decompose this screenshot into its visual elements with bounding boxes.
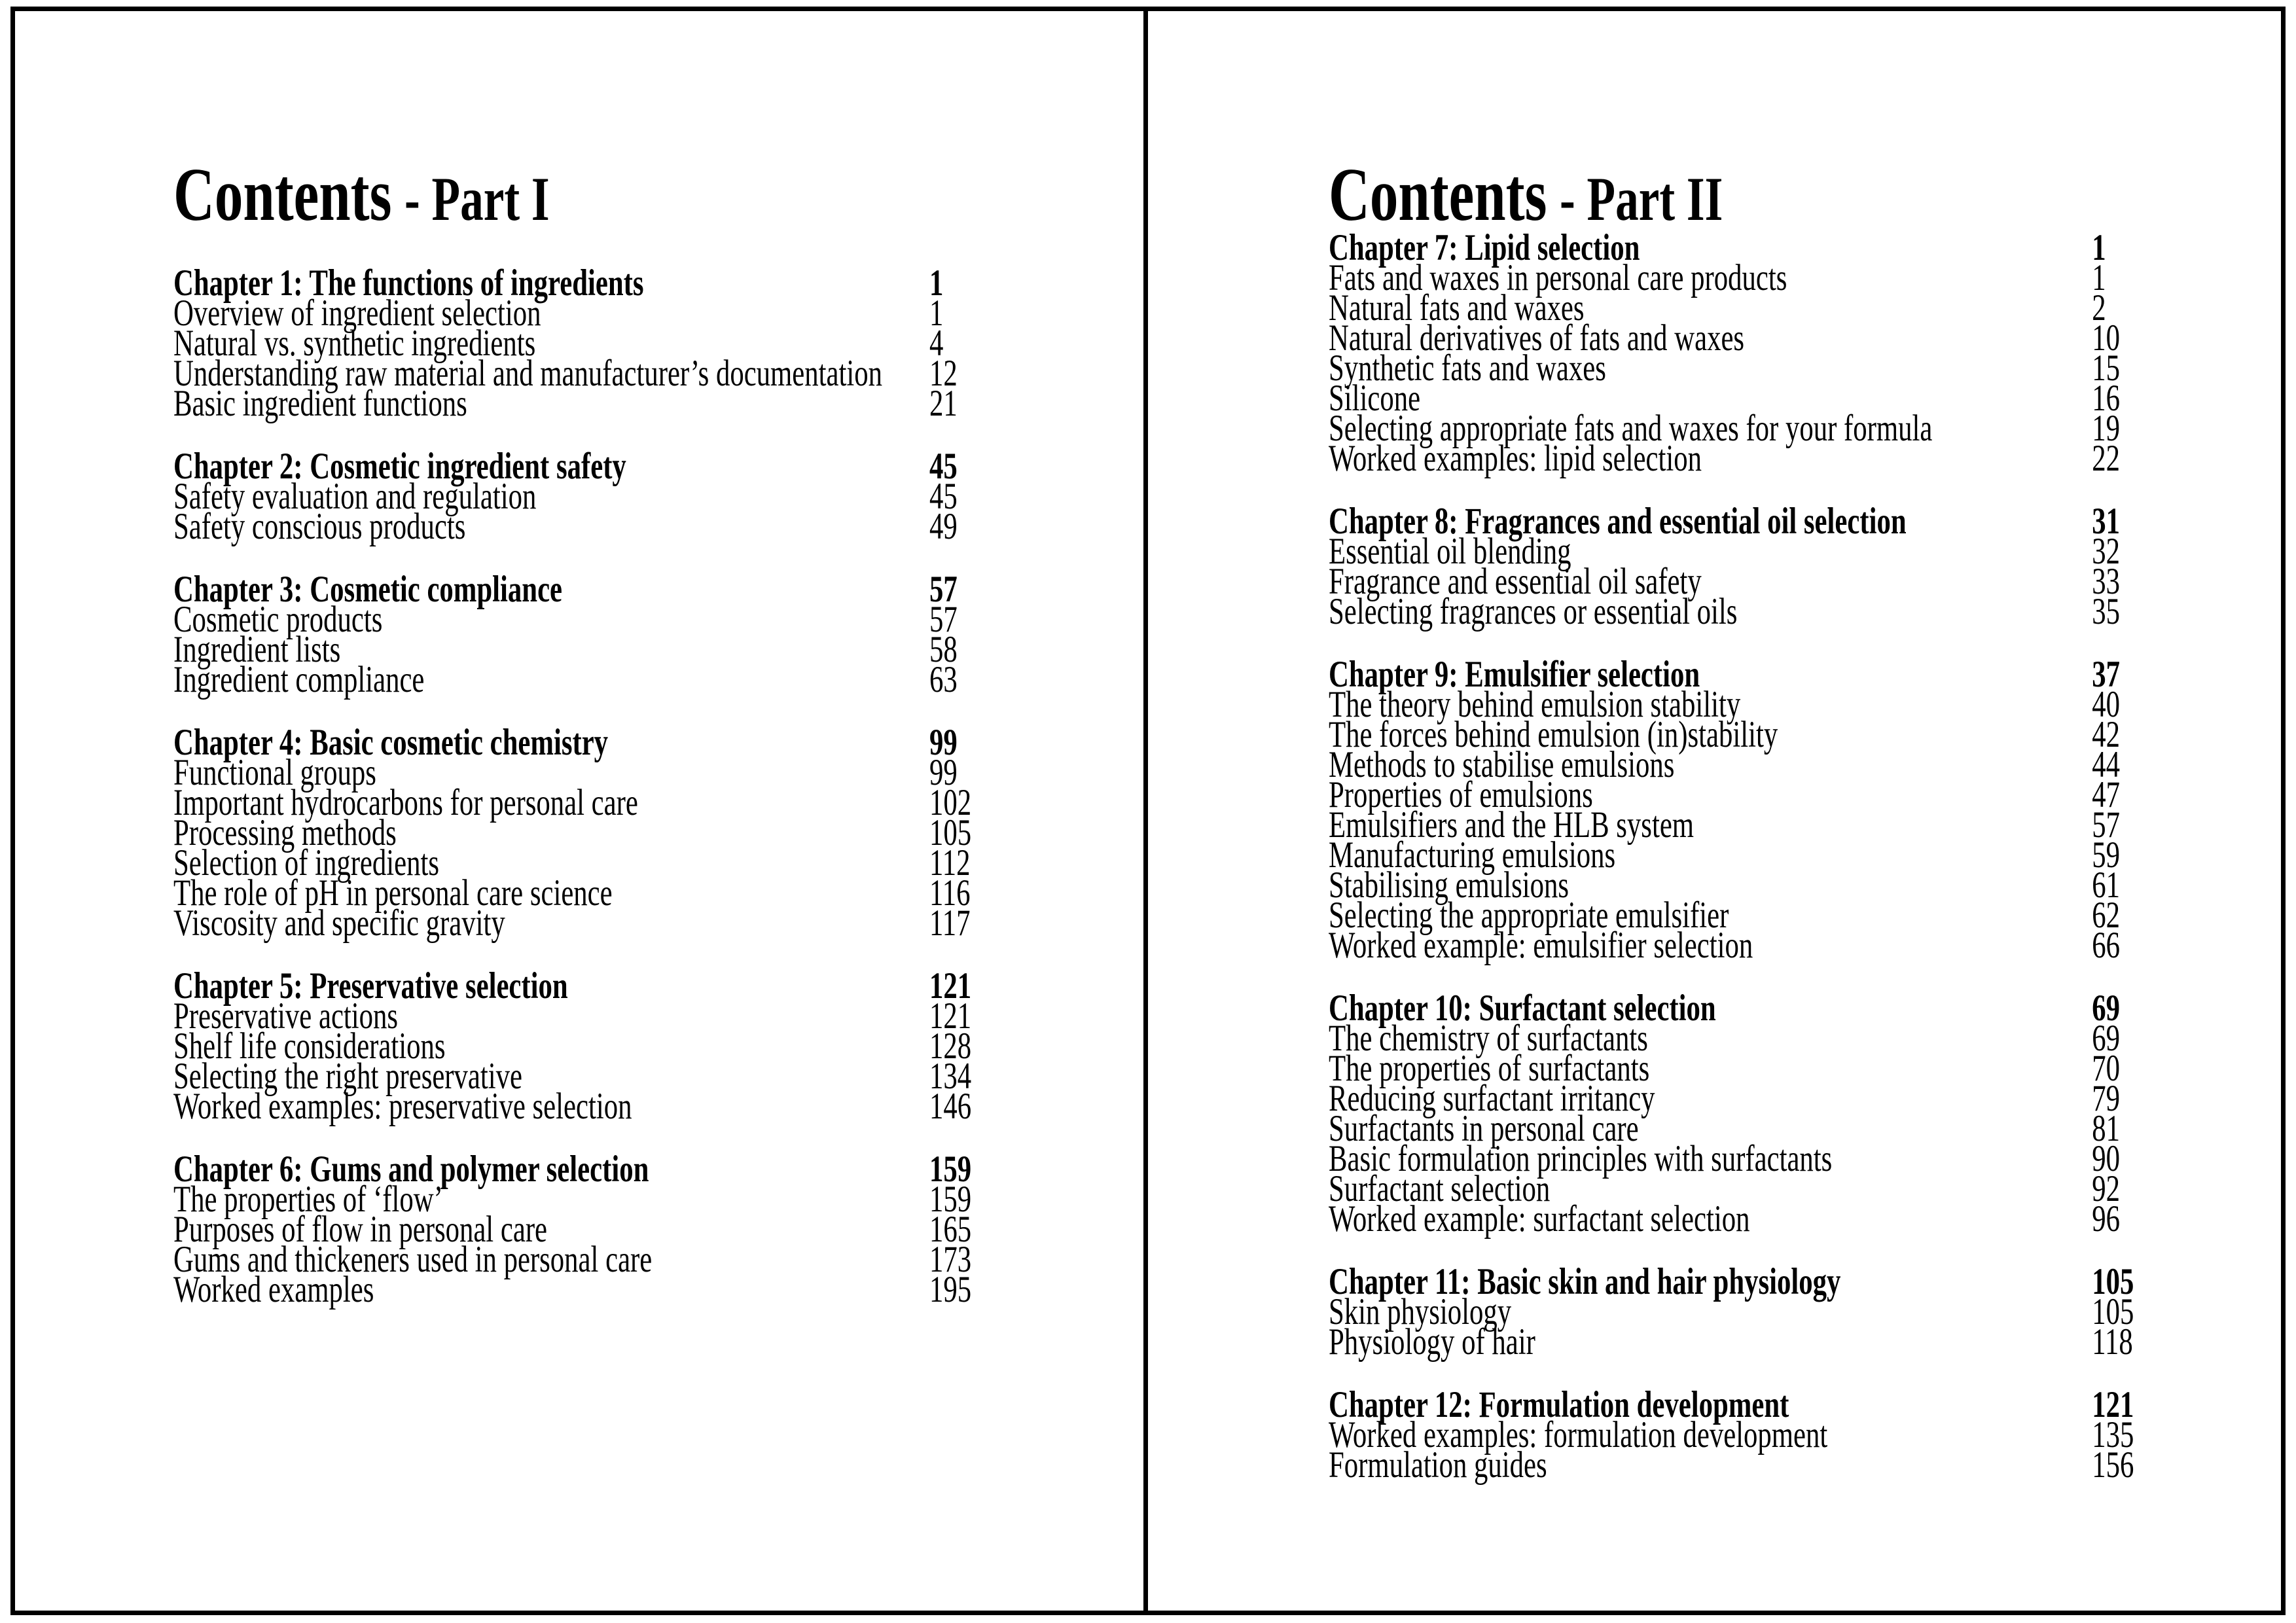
chapter-title: Chapter 4: Basic cosmetic chemistry — [173, 722, 609, 763]
entry-label: Worked examples: preservative selection — [173, 1086, 632, 1127]
page-number: 1 — [929, 262, 944, 304]
entry-label: Silicone — [1329, 378, 1421, 419]
entry-label: The role of pH in personal care science — [173, 872, 613, 914]
page-number: 112 — [929, 842, 971, 883]
page-number: 16 — [2092, 378, 2120, 419]
chapter-block — [173, 262, 998, 424]
page-number: 121 — [2092, 1384, 2134, 1425]
chapter-title: Chapter 9: Emulsifier selection — [1329, 654, 1700, 695]
chapter-title: Chapter 6: Gums and polymer selection — [173, 1149, 649, 1190]
page-number: 31 — [2092, 501, 2120, 542]
entry-label: The theory behind emulsion stability — [1329, 684, 1741, 725]
entry-label: Worked examples: formulation development — [1329, 1414, 1828, 1455]
page-number: 4 — [929, 323, 944, 364]
page-number: 62 — [2092, 895, 2120, 936]
entry-label: Natural fats and waxes — [1329, 287, 1585, 329]
chapter-block — [173, 965, 998, 1127]
entry-label: Safety evaluation and regulation — [173, 476, 537, 517]
page-number: 57 — [929, 569, 958, 610]
page-number: 61 — [2092, 865, 2120, 906]
entry-label: Selecting the right preservative — [173, 1056, 523, 1097]
entry-label: Natural derivatives of fats and waxes — [1329, 317, 1745, 359]
entry-label: Safety conscious products — [173, 506, 466, 547]
page-number: 35 — [2092, 591, 2120, 632]
chapter-block — [173, 1149, 998, 1310]
page-number: 57 — [2092, 804, 2120, 846]
title-part: - Part I — [404, 164, 550, 234]
toc-item-row — [1329, 1321, 2153, 1363]
toc-item-row — [1329, 1198, 2153, 1240]
entry-label: Fats and waxes in personal care products — [1329, 257, 1787, 298]
page-number: 105 — [2092, 1261, 2134, 1302]
page-number: 105 — [2092, 1291, 2134, 1332]
toc-list — [1329, 227, 2153, 1486]
page-number: 45 — [929, 446, 958, 487]
entry-label: Understanding raw material and manufacturer’s documentation — [173, 353, 883, 394]
entry-label: Worked example: emulsifier selection — [1329, 925, 1753, 966]
page-number: 165 — [929, 1209, 972, 1250]
page-number: 22 — [2092, 438, 2120, 479]
entry-label: Worked example: surfactant selection — [1329, 1198, 1750, 1240]
chapter-title: Chapter 10: Surfactant selection — [1329, 988, 1716, 1029]
right-page — [1329, 0, 2284, 1623]
page-number: 70 — [2092, 1048, 2120, 1089]
page-number: 99 — [929, 722, 958, 763]
page-title — [1329, 153, 1723, 237]
entry-label: Physiology of hair — [1329, 1321, 1535, 1363]
entry-label: Shelf life considerations — [173, 1026, 446, 1067]
page-number: 159 — [929, 1149, 972, 1190]
page-number: 44 — [2092, 744, 2120, 785]
toc-item-row — [173, 659, 998, 700]
page-number: 45 — [929, 476, 958, 517]
page-number: 92 — [2092, 1168, 2120, 1209]
page-number: 121 — [929, 995, 972, 1037]
chapter-block — [1329, 654, 2153, 966]
page-number: 116 — [929, 872, 971, 914]
entry-label: Basic ingredient functions — [173, 383, 467, 424]
entry-label: Cosmetic products — [173, 599, 383, 640]
page-number: 90 — [2092, 1138, 2120, 1179]
entry-label: The forces behind emulsion (in)stability — [1329, 714, 1778, 755]
page-number: 15 — [2092, 348, 2120, 389]
page-number: 47 — [2092, 774, 2120, 815]
page-number: 40 — [2092, 684, 2120, 725]
page-number: 96 — [2092, 1198, 2120, 1240]
chapter-title: Chapter 12: Formulation development — [1329, 1384, 1789, 1425]
toc-item-row — [1329, 591, 2153, 632]
toc-item-row — [173, 383, 998, 424]
page-number: 10 — [2092, 317, 2120, 359]
page-number: 134 — [929, 1056, 972, 1097]
entry-label: Synthetic fats and waxes — [1329, 348, 1606, 389]
page-number: 102 — [929, 782, 972, 823]
chapter-block — [173, 569, 998, 700]
entry-label: Essential oil blending — [1329, 531, 1571, 572]
chapter-block — [1329, 1261, 2153, 1363]
entry-label: Worked examples — [173, 1269, 374, 1310]
chapter-block — [1329, 988, 2153, 1240]
title-main: Contents — [1329, 153, 1547, 237]
entry-label: Natural vs. synthetic ingredients — [173, 323, 536, 364]
toc-item-row — [173, 1086, 998, 1127]
page-number: 42 — [2092, 714, 2120, 755]
toc-item-row — [173, 506, 998, 547]
entry-label: Selection of ingredients — [173, 842, 440, 883]
entry-label: Reducing surfactant irritancy — [1329, 1078, 1655, 1119]
toc-item-row — [1329, 925, 2153, 966]
page-number: 117 — [929, 902, 971, 944]
chapter-title: Chapter 3: Cosmetic compliance — [173, 569, 563, 610]
toc-item-row — [173, 1269, 998, 1310]
entry-label: The chemistry of surfactants — [1329, 1018, 1648, 1059]
chapter-block — [173, 446, 998, 547]
entry-label: Fragrance and essential oil safety — [1329, 561, 1702, 602]
page-number: 173 — [929, 1239, 972, 1280]
chapter-title: Chapter 2: Cosmetic ingredient safety — [173, 446, 626, 487]
entry-label: Methods to stabilise emulsions — [1329, 744, 1675, 785]
page-number: 57 — [929, 599, 958, 640]
entry-label: Ingredient lists — [173, 629, 341, 670]
page-number: 49 — [929, 506, 958, 547]
entry-label: Processing methods — [173, 812, 397, 853]
chapter-title: Chapter 1: The functions of ingredients — [173, 262, 644, 304]
toc-item-row — [1329, 1444, 2153, 1486]
page-title — [173, 153, 550, 237]
entry-label: Important hydrocarbons for personal care — [173, 782, 638, 823]
left-page — [173, 0, 1142, 1623]
page-number: 66 — [2092, 925, 2120, 966]
entry-label: The properties of ‘flow’ — [173, 1179, 443, 1220]
entry-label: Selecting the appropriate emulsifier — [1329, 895, 1729, 936]
page-number: 33 — [2092, 561, 2120, 602]
page-number: 99 — [929, 752, 958, 793]
entry-label: Gums and thickeners used in personal care — [173, 1239, 653, 1280]
entry-label: Preservative actions — [173, 995, 399, 1037]
entry-label: Properties of emulsions — [1329, 774, 1593, 815]
entry-label: Surfactants in personal care — [1329, 1108, 1639, 1149]
entry-label: Skin physiology — [1329, 1291, 1512, 1332]
entry-label: Viscosity and specific gravity — [173, 902, 505, 944]
entry-label: Manufacturing emulsions — [1329, 834, 1616, 876]
entry-label: Stabilising emulsions — [1329, 865, 1569, 906]
entry-label: Selecting appropriate fats and waxes for your formula — [1329, 408, 1933, 449]
page-number: 79 — [2092, 1078, 2120, 1119]
page-number: 37 — [2092, 654, 2120, 695]
page-number: 63 — [929, 659, 958, 700]
page-number: 121 — [929, 965, 972, 1007]
page-number: 135 — [2092, 1414, 2134, 1455]
page-number: 146 — [929, 1086, 972, 1127]
page-number: 1 — [2092, 227, 2106, 268]
entry-label: Worked examples: lipid selection — [1329, 438, 1702, 479]
page-number: 32 — [2092, 531, 2120, 572]
title-main: Contents — [173, 153, 392, 237]
page-number: 12 — [929, 353, 958, 394]
toc-item-row — [173, 902, 998, 944]
entry-label: Emulsifiers and the HLB system — [1329, 804, 1695, 846]
page-divider — [1143, 7, 1148, 1615]
entry-label: Surfactant selection — [1329, 1168, 1551, 1209]
page-number: 105 — [929, 812, 972, 853]
entry-label: Formulation guides — [1329, 1444, 1547, 1486]
chapter-title: Chapter 11: Basic skin and hair physiology — [1329, 1261, 1841, 1302]
page-number: 1 — [929, 293, 944, 334]
chapter-block — [1329, 227, 2153, 479]
chapter-title: Chapter 5: Preservative selection — [173, 965, 568, 1007]
page-number: 59 — [2092, 834, 2120, 876]
page-number: 156 — [2092, 1444, 2134, 1486]
chapter-title: Chapter 8: Fragrances and essential oil selection — [1329, 501, 1907, 542]
title-part: - Part II — [1560, 164, 1723, 234]
page-number: 81 — [2092, 1108, 2120, 1149]
entry-label: Purposes of flow in personal care — [173, 1209, 548, 1250]
chapter-block — [1329, 1384, 2153, 1486]
toc-item-row — [1329, 438, 2153, 479]
chapter-block — [1329, 501, 2153, 632]
page-number: 195 — [929, 1269, 972, 1310]
chapter-title: Chapter 7: Lipid selection — [1329, 227, 1640, 268]
toc-list — [173, 262, 998, 1310]
page-number: 69 — [2092, 1018, 2120, 1059]
chapter-block — [173, 722, 998, 944]
entry-label: Basic formulation principles with surfactants — [1329, 1138, 1833, 1179]
page-number: 21 — [929, 383, 958, 424]
page-number: 128 — [929, 1026, 972, 1067]
entry-label: Ingredient compliance — [173, 659, 425, 700]
page-number: 58 — [929, 629, 958, 670]
page-number: 118 — [2092, 1321, 2133, 1363]
page-number: 19 — [2092, 408, 2120, 449]
entry-label: Overview of ingredient selection — [173, 293, 541, 334]
entry-label: Functional groups — [173, 752, 376, 793]
toc-item-row — [1329, 348, 2153, 389]
page-number: 69 — [2092, 988, 2120, 1029]
entry-label: Selecting fragrances or essential oils — [1329, 591, 1738, 632]
page-number: 159 — [929, 1179, 972, 1220]
page-number: 1 — [2092, 257, 2106, 298]
entry-label: The properties of surfactants — [1329, 1048, 1650, 1089]
page-number: 2 — [2092, 287, 2106, 329]
